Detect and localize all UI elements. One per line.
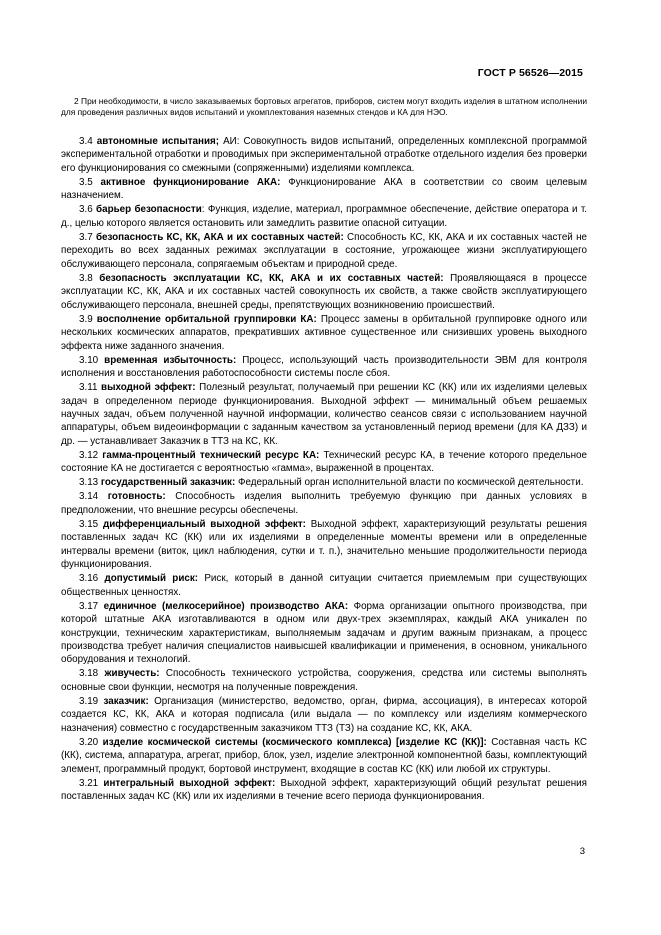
entry-number: 3.14 <box>79 491 99 503</box>
entry-definition: Организация (министерство, ведомство, орган, фирма, ассоциация), в интересах которой создается КС, КК, АКА и которая подписала (или выдала — по комплексу или изделиям коммерческого назначения) совместно с государственным заказчиком ТТЗ (ТЗ) на создание КС, КК, АКА. <box>61 695 587 734</box>
entry-number: 3.10 <box>79 354 99 366</box>
entry-term: дифференциальный выходной эффект: <box>102 518 306 530</box>
definition-entry <box>61 354 587 381</box>
entry-term: гамма-процентный технический ресурс КА: <box>102 449 320 461</box>
entry-number: 3.19 <box>79 695 99 707</box>
entry-definition: Функционирование АКА в соответствии со своим целевым назначением. <box>61 176 587 202</box>
entry-number: 3.5 <box>79 176 93 188</box>
definition-entry <box>61 736 587 776</box>
entry-definition: Выходной эффект, характеризующий результаты решения поставленных задач КС (КК) или их изделиями в определенные моменты времени или в определенные интервалы времени (виток, цикл наблюдения, сутки и т. п.), значительно меньшие продолжительности периода функционирования. <box>61 518 587 571</box>
entry-term: изделие космической системы (космического комплекса) [изделие КС (КК)]: <box>102 736 487 748</box>
entry-term: восполнение орбитальной группировки КА: <box>96 313 317 325</box>
entry-term: единичное (мелкосерийное) производство АКА: <box>103 600 349 612</box>
entry-number: 3.6 <box>79 204 93 216</box>
entry-definition: Выходной эффект, характеризующий общий результат решения поставленных задач КС (КК) или их изделиями в течение всего периода функционирования. <box>61 777 587 803</box>
definition-entry <box>61 490 587 517</box>
entry-definition: Форма организации опытного производства, при которой штатные АКА изготавливаются в одном или двух-трех экземплярах, каждый АКА уникален по конструкции, техническим характеристикам, выполняемым задачам и другим важным признакам, а процесс производства требует наличия специалистов наивысшей квалификации и применения, в основном, уникального оборудования и технологий. <box>61 600 587 666</box>
entry-term: безопасность эксплуатации КС, КК, АКА и их составных частей: <box>99 272 444 284</box>
entry-term: автономные испытания; <box>96 136 220 147</box>
entry-term: интегральный выходной эффект: <box>103 777 276 789</box>
entry-definition: АИ: Совокупность видов испытаний, определенных комплексной программой экспериментальной отработки и проводимых при экспериментальной отработке отдельного изделия без проверки его функционирования со смежными (сопряженными) изделиями комплекса. <box>61 136 587 174</box>
definition-entry <box>61 572 587 599</box>
entry-number: 3.20 <box>79 736 99 748</box>
definition-entry <box>61 272 587 312</box>
entry-term: заказчик: <box>103 695 149 707</box>
entry-number: 3.11 <box>79 382 98 394</box>
entry-definition: Технический ресурс КА, в течение которого предельное состояние КА не достигается с вероятностью «гамма», выраженной в процентах. <box>61 449 587 475</box>
entry-term: допустимый риск: <box>104 573 199 585</box>
definition-entry <box>61 203 587 230</box>
entry-number: 3.13 <box>79 477 99 489</box>
entry-number: 3.7 <box>79 231 93 243</box>
definition-entry <box>61 695 587 735</box>
entry-definition: Процесс, использующий часть производительности ЭВМ для контроля исполнения и восстановления работоспособности системы после сбоя. <box>61 354 587 380</box>
entry-term: активное функционирование АКА: <box>100 176 281 188</box>
entry-number: 3.9 <box>79 313 93 325</box>
definition-entry <box>61 449 587 476</box>
entry-definition: Риск, который в данной ситуации считается приемлемым при существующих общественных ценностях. <box>61 573 587 598</box>
page-number: 3 <box>579 846 585 857</box>
entry-definition: Способность изделия выполнить требуемую функцию при данных условиях в предположении, что внешние ресурсы обеспечены. <box>61 491 587 516</box>
definition-entry <box>61 135 587 175</box>
entry-term: живучесть: <box>104 668 160 680</box>
entry-number: 3.15 <box>79 518 99 530</box>
entry-term: выходной эффект: <box>101 382 196 394</box>
entry-number: 3.4 <box>79 136 93 147</box>
note-block <box>61 96 587 119</box>
definition-entry <box>61 777 587 804</box>
definition-entry <box>61 667 587 694</box>
entry-number: 3.8 <box>79 272 93 284</box>
entry-definition: Процесс замены в орбитальной группировке одного или нескольких космических аппаратов, прекративших активное существенное или снизивших уровень выходного эффекта ниже заданного значения. <box>61 313 587 352</box>
entry-definition: Проявляющаяся в процессе эксплуатации КС, КК, АКА и их составных частей совокупность их свойств, а также свойств эксплуатирующего обслуживающего персонала, внешней среды, препятствующих возникновению происшествий. <box>61 272 587 311</box>
entry-number: 3.18 <box>79 668 99 680</box>
definition-entry <box>61 176 587 203</box>
entry-number: 3.12 <box>79 449 99 461</box>
entry-term: барьер безопасности <box>96 204 202 216</box>
entry-definition: : Функция, изделие, материал, программное обеспечение, действие оператора и т. д., целью которого является остановить или замедлить развитие опасной ситуации. <box>61 204 587 229</box>
entry-number: 3.21 <box>79 777 99 789</box>
entry-number: 3.16 <box>79 573 99 585</box>
entry-definition: Способность технического устройства, сооружения, средства или системы выполнять основные свои функции, несмотря на полученные повреждения. <box>61 668 587 693</box>
definitions-list <box>61 135 587 804</box>
entry-definition: Федеральный орган исполнительной власти по космической деятельности. <box>235 477 584 489</box>
entry-definition: Полезный результат, получаемый при решении КС (КК) или их изделиями целевых задач в определенном периоде функционирования. Выходной эффект — минимальный объем решаемых научных задач, объем полученной научной информации, количество сеансов связи с использованием научной аппаратуры, объем видеоинформации с заданным качеством за установленный период времени (для КА ДЗЗ) и др. — устанавливает Заказчик в ТТЗ на КС, КК. <box>61 382 587 447</box>
definition-entry <box>61 476 587 489</box>
entry-term: временная избыточность: <box>104 354 237 366</box>
entry-term: государственный заказчик: <box>100 477 236 489</box>
definition-entry <box>61 600 587 667</box>
definition-entry <box>61 231 587 271</box>
entry-term: безопасность КС, КК, АКА и их составных частей: <box>95 231 344 243</box>
note-text: 2 При необходимости, в число заказываемых бортовых агрегатов, приборов, систем могут входить изделия в штатном исполнении для проведения различных видов испытаний и укомплектования наземных стендов и КА для НЭО. <box>61 96 587 118</box>
definition-entry <box>61 313 587 353</box>
entry-definition: Способность КС, КК, АКА и их составных частей не переходить во всех заданных режимах эксплуатации в состояние, угрожающее жизни эксплуатирующего обслуживающего персонала, сопрягаемым объектам и природной среде. <box>61 231 587 270</box>
standard-designation: ГОСТ Р 56526—2015 <box>477 67 583 79</box>
entry-definition: Составная часть КС (КК), система, аппаратура, агрегат, прибор, блок, узел, изделие электронной компонентной базы, комплектующий элемент, программный продукт, бортовой инструмент, входящие в состав КС (КК) или любой их структуры. <box>61 736 587 775</box>
definition-entry <box>61 381 587 448</box>
entry-number: 3.17 <box>79 600 99 612</box>
entry-term: готовность: <box>107 491 166 503</box>
definition-entry <box>61 518 587 572</box>
